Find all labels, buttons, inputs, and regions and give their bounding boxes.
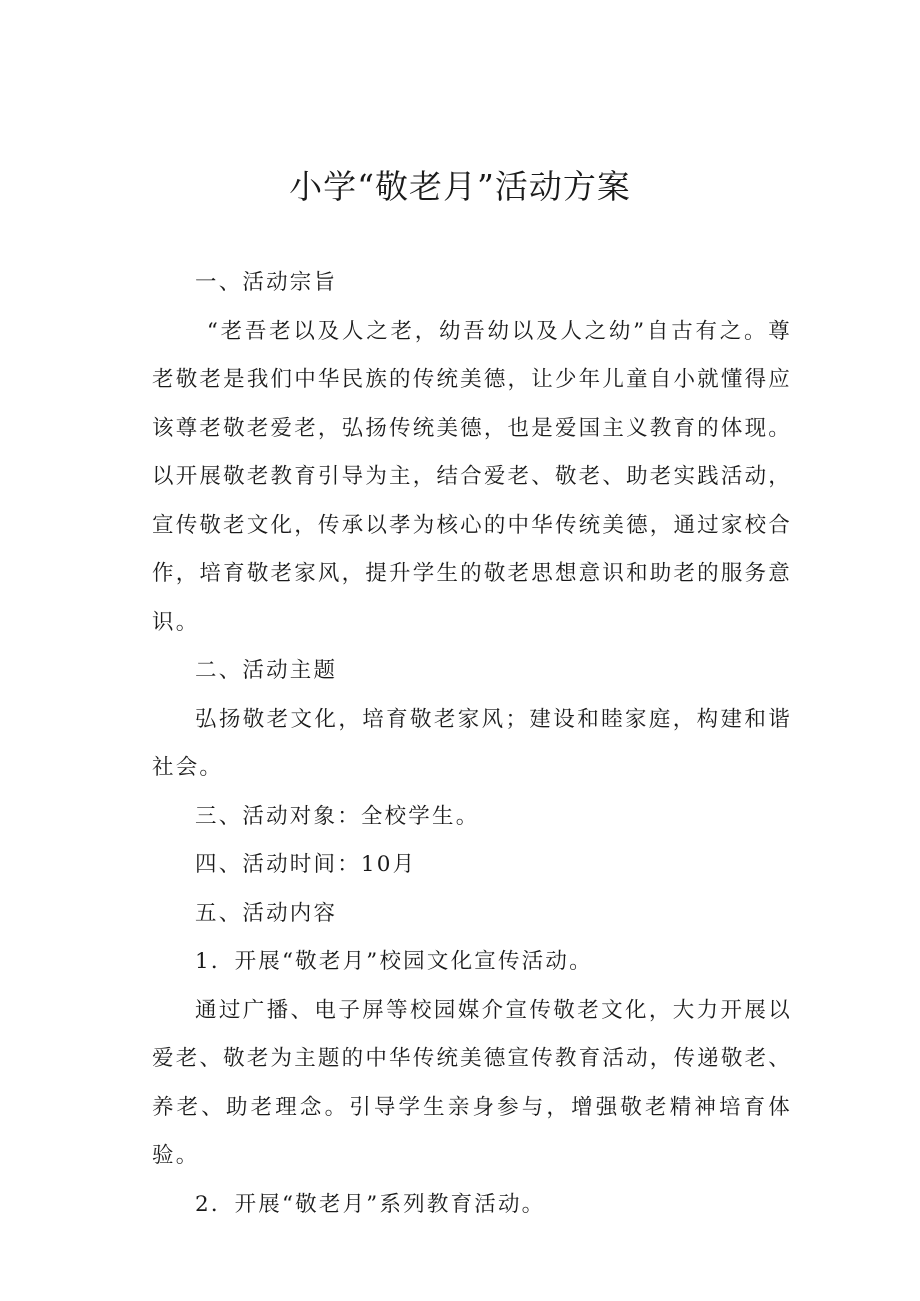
section-heading-theme: 二、活动主题 <box>195 658 338 683</box>
subheading-education-series: 2．开展“敬老月”系列教育活动。 <box>195 1191 546 1217</box>
subheading-campus-publicity: 1．开展“敬老月”校园文化宣传活动。 <box>195 949 593 974</box>
section-heading-purpose: 一、活动宗旨 <box>195 270 338 295</box>
document-body <box>152 259 792 1229</box>
section-heading-audience: 三、活动对象：全校学生。 <box>195 803 480 829</box>
document-title: 小学“敬老月”活动方案 <box>289 167 631 206</box>
paragraph-purpose: “老吾老以及人之老，幼吾幼以及人之幼”自古有之。尊老敬老是我们中华民族的传统美德，让少年儿童自小就懂得应该尊老敬老爱老，弘扬传统美德，也是爱国主义教育的体现。以开展敬老教育引导为主，结合爱老、敬老、助老实践活动，宣传敬老文化，传承以孝为核心的中华传统美德，通过家校合作，培育敬老家风，提升学生的敬老思想意识和助老的服务意识。 <box>152 318 792 635</box>
paragraph-theme: 弘扬敬老文化，培育敬老家风；建设和睦家庭，构建和谐社会。 <box>152 706 792 780</box>
section-heading-time: 四、活动时间：10月 <box>195 852 417 877</box>
section-heading-content: 五、活动内容 <box>195 900 338 926</box>
paragraph-campus-publicity: 通过广播、电子屏等校园媒介宣传敬老文化，大力开展以爱老、敬老为主题的中华传统美德宣传教育活动，传递敬老、养老、助老理念。引导学生亲身参与，增强敬老精神培育体验。 <box>152 997 792 1168</box>
